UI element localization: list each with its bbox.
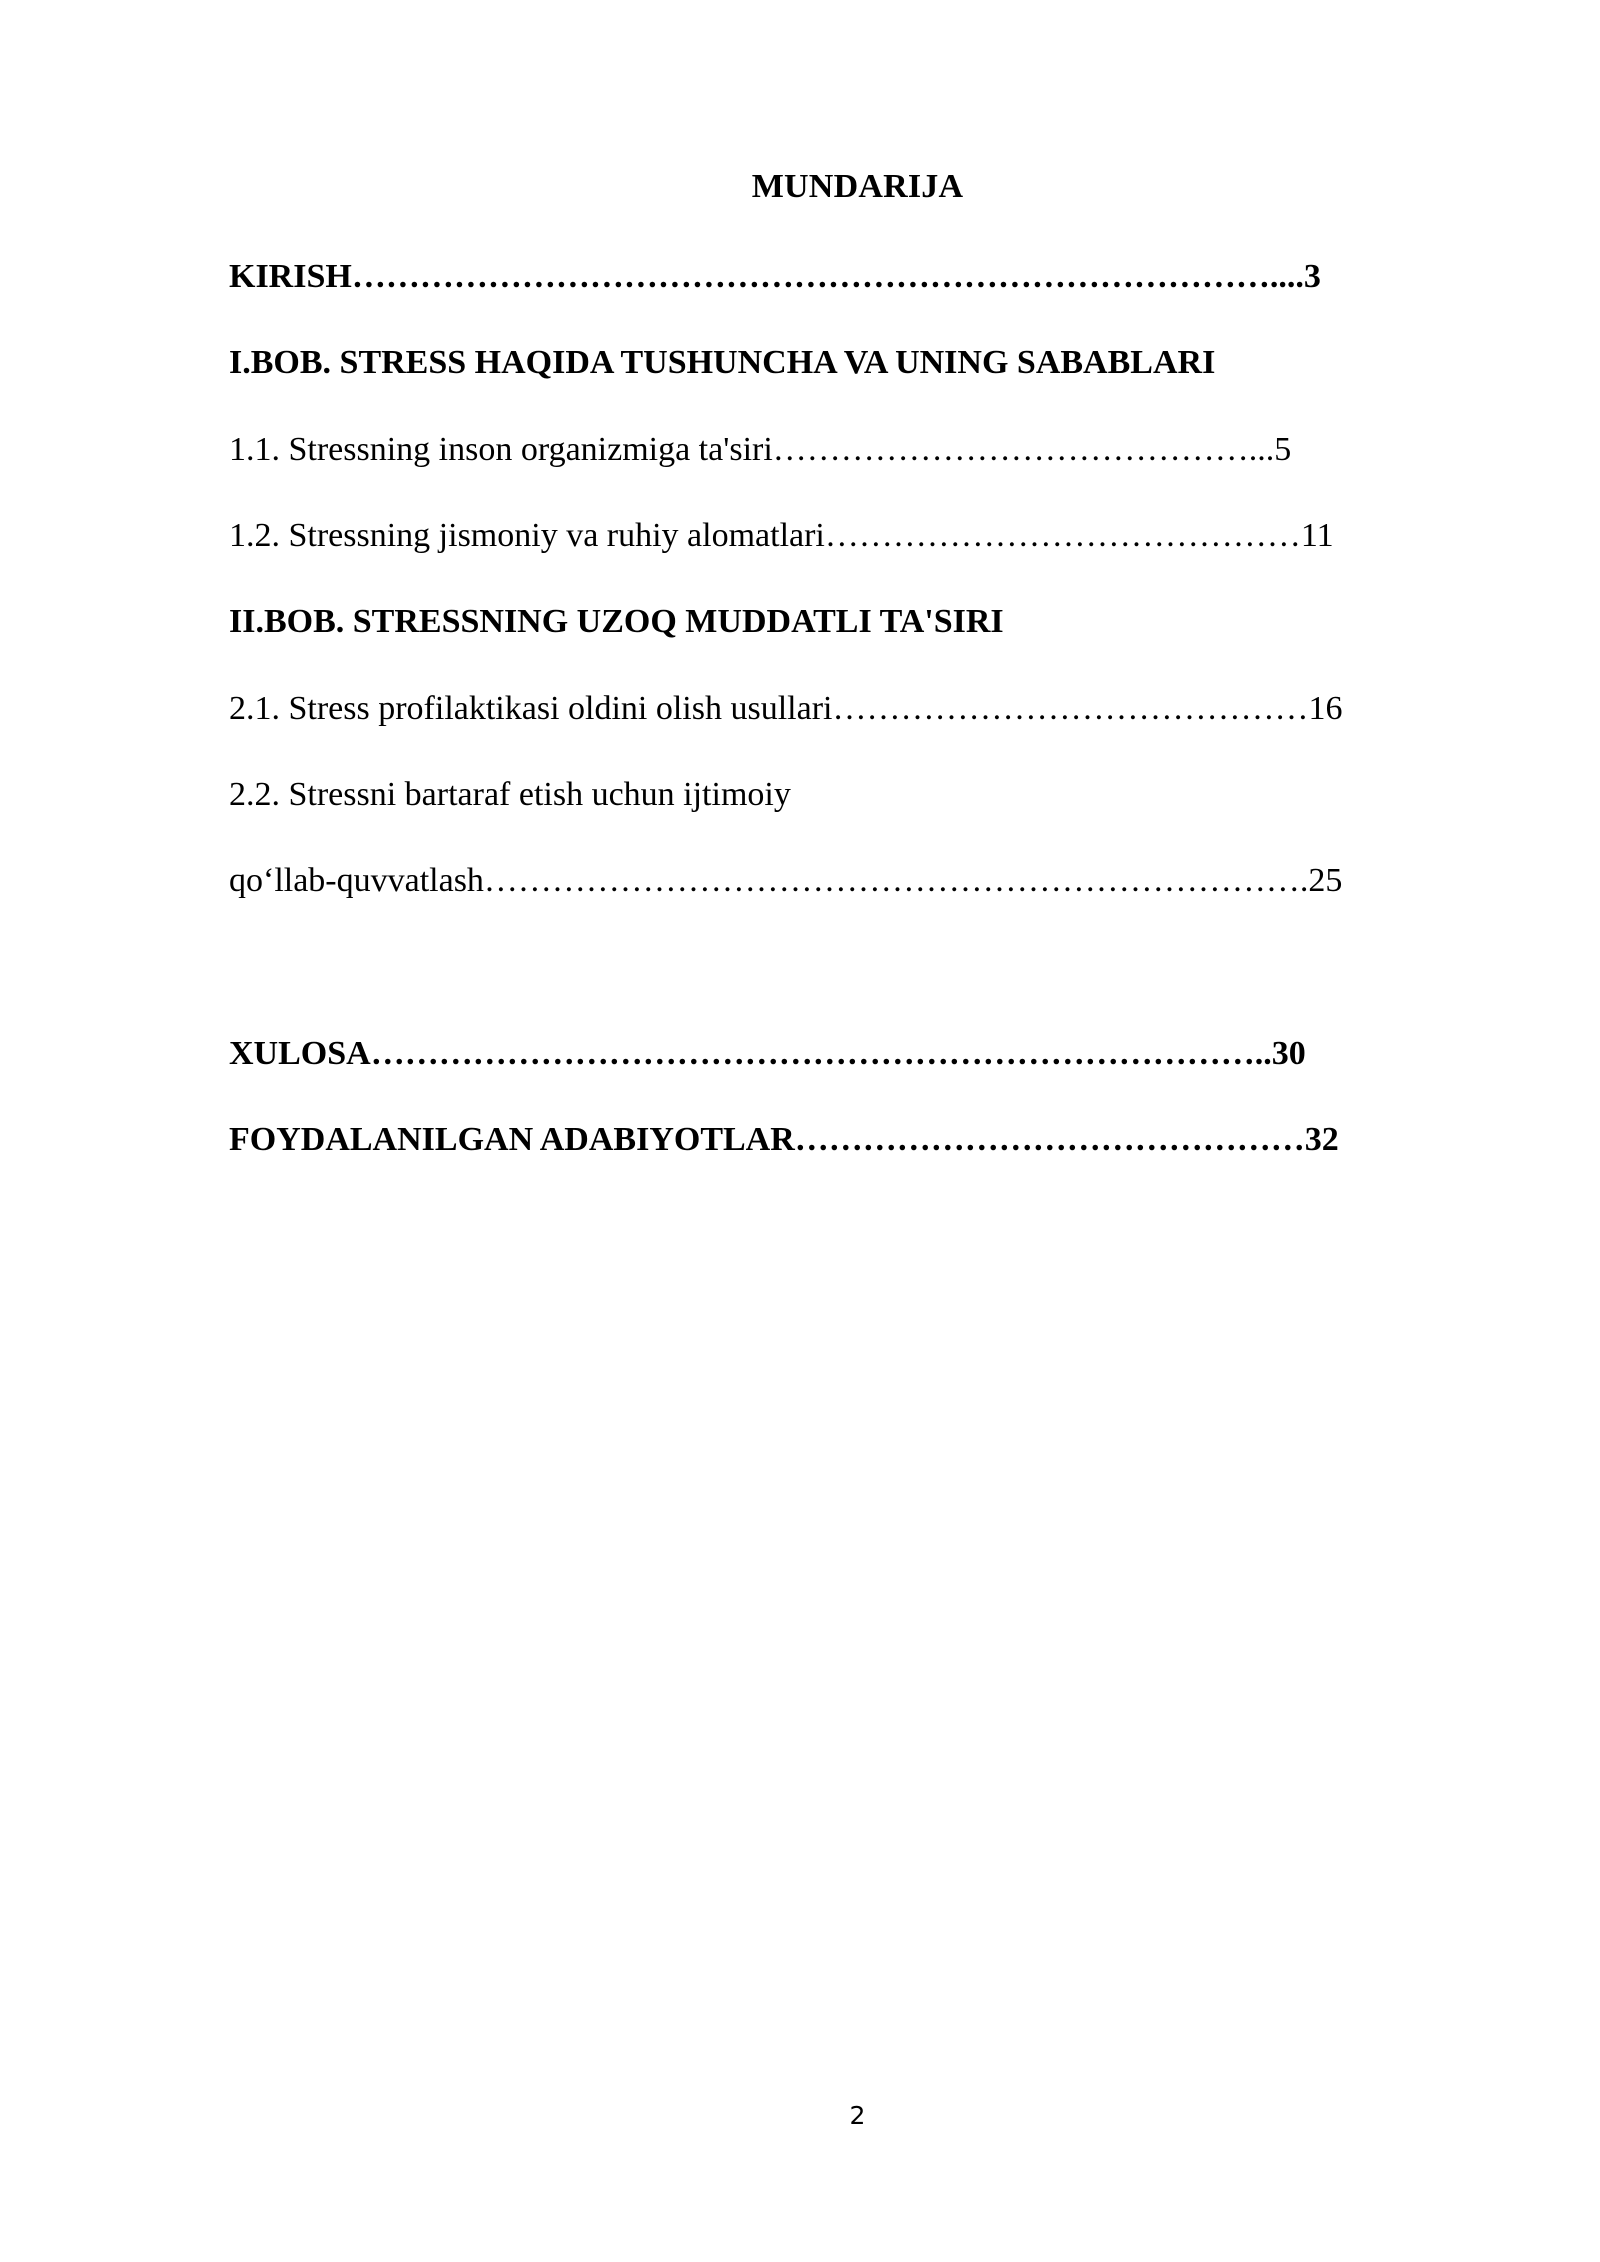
toc-entry-chapter-2: II.BOB. STRESSNING UZOQ MUDDATLI TA'SIRI [229, 603, 1004, 640]
toc-entry-1-1: 1.1. Stressning inson organizmiga ta'siri……………………………………...5 [229, 431, 1292, 468]
toc-entry-2-2-line-1: 2.2. Stressni bartaraf etish uchun ijtimoiy [229, 776, 791, 813]
toc-entry-chapter-1: I.BOB. STRESS HAQIDA TUSHUNCHA VA UNING SABABLARI [229, 344, 1216, 381]
page-number: 2 [849, 2101, 866, 2130]
toc-entry-1-2: 1.2. Stressning jismoniy va ruhiy alomatlari……………………………………11 [229, 517, 1334, 554]
toc-entry-adabiyotlar: FOYDALANILGAN ADABIYOTLAR………………………………………32 [229, 1121, 1339, 1158]
toc-entry-2-2-line-2: qo‘llab-quvvatlash……………………………………………………………….25 [229, 862, 1343, 899]
toc-entry-2-1: 2.1. Stress profilaktikasi oldini olish usullari……………………………………16 [229, 690, 1343, 727]
toc-title: MUNDARIJA [751, 168, 964, 205]
toc-entry-kirish: KIRISH………………………………………………………………………....3 [229, 258, 1321, 295]
toc-entry-xulosa: XULOSA……………………………………………………………………..30 [229, 1035, 1306, 1072]
